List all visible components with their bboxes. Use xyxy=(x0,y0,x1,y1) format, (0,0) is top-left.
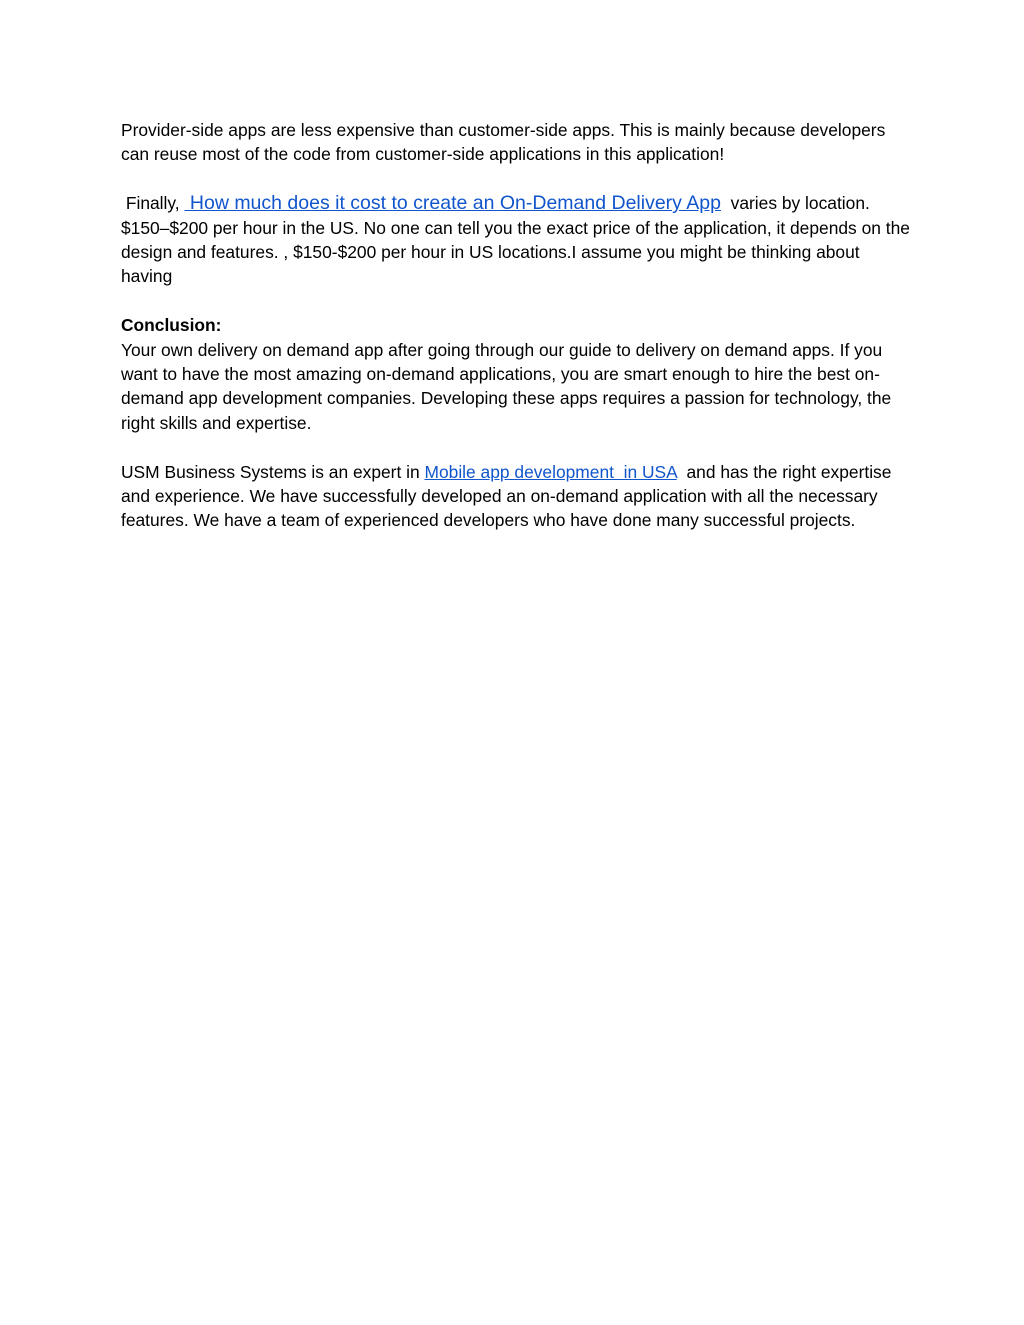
paragraph-spacer xyxy=(121,435,911,459)
paragraph-usm-lead: USM Business Systems is an expert in xyxy=(121,461,425,482)
paragraph-usm xyxy=(121,460,911,533)
paragraph-cost-lead: Finally, xyxy=(121,193,185,214)
paragraph-spacer xyxy=(121,167,911,191)
paragraph-provider-side-text: Provider-side apps are less expensive than customer-side apps. This is mainly because developers can reuse most of the code from customer-side applications in this application! xyxy=(121,120,886,165)
paragraph-cost-text: varies by location. $150–$200 per hour in the US. No one can tell you the exact price of the application, it depends on the design and features. , $150-$200 per hour in US locations.I assume you might be thinking about having xyxy=(121,193,915,287)
mobile-app-development-link[interactable]: Mobile app development in USA xyxy=(424,461,677,482)
paragraph-spacer xyxy=(121,289,911,313)
paragraph-provider-side xyxy=(121,118,911,167)
document-body xyxy=(121,118,915,533)
cost-article-link[interactable]: How much does it cost to create an On-Demand Delivery App xyxy=(184,192,721,215)
paragraph-usm-text: and has the right expertise and experience. We have successfully developed an on-demand application with all the necessary features. We have a team of experienced developers who have done many successful projects. xyxy=(121,461,897,531)
conclusion-paragraph: Your own delivery on demand app after going through our guide to delivery on demand apps. If you want to have the most amazing on-demand applications, you are smart enough to hire the best on-demand app development companies. Developing these apps requires a passion for technology, the right skills and expertise. xyxy=(121,339,892,433)
paragraph-cost xyxy=(121,191,915,289)
conclusion-heading: Conclusion: xyxy=(121,315,222,336)
